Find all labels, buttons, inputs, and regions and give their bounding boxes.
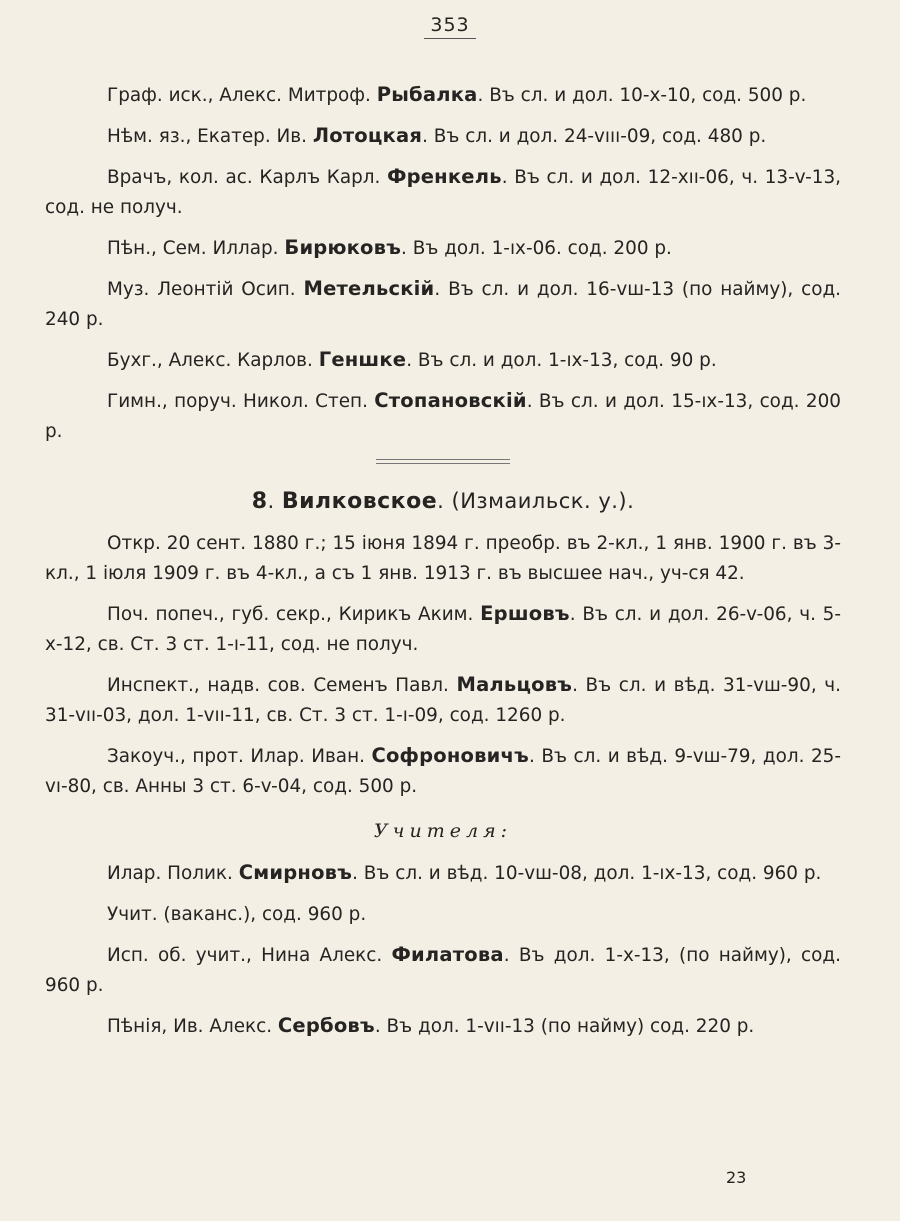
- surname: Бирюковъ: [284, 236, 402, 259]
- entry: Пѣнія, Ив. Алекс. Сербовъ. Въ дол. 1-vıı-13 (по найму) сод. 220 р.: [107, 1014, 755, 1037]
- section-intro: Откр. 20 сент. 1880 г.; 15 іюня 1894 г. преобр. въ 2-кл., 1 янв. 1900 г. въ 3-кл., 1 іюля 1909 г. въ 4-кл., а съ 1 янв. 1913 г. въ высшее нач., уч-ся 42.: [45, 533, 841, 584]
- surname: Сербовъ: [277, 1014, 375, 1037]
- signature-mark: 23: [726, 1168, 747, 1187]
- teachers-heading: Учителя:: [373, 820, 513, 842]
- surname: Лотоцкая: [312, 124, 423, 147]
- surname: Мальцовъ: [456, 673, 573, 696]
- surname: Геншке: [318, 348, 407, 371]
- entries-admin: [45, 599, 841, 802]
- surname: Метельскій: [303, 277, 435, 300]
- surname: Рыбалка: [376, 83, 478, 106]
- entry: Учит. (ваканс.), сод. 960 р.: [107, 904, 367, 925]
- entry: Инспект., надв. сов. Семенъ Павл. Мальцовъ. Въ сл. и вѣд. 31-vш-90, ч. 31-vıı-03, дол. 1-vıı-11, св. Ст. 3 ст. 1-ı-09, сод. 1260 р.: [45, 673, 841, 726]
- entry: Илар. Полик. Смирновъ. Въ сл. и вѣд. 10-vш-08, дол. 1-ıх-13, сод. 960 р.: [107, 861, 822, 884]
- surname: Стопановскій: [374, 389, 527, 412]
- entry: Граф. иск., Алекс. Митроф. Рыбалка. Въ сл. и дол. 10-х-10, сод. 500 р.: [107, 83, 807, 106]
- section-name: Вилковское: [281, 489, 438, 514]
- entries-teachers: [45, 858, 841, 1042]
- entry: Врачъ, кол. ас. Карлъ Карл. Френкель. Въ сл. и дол. 12-хıı-06, ч. 13-v-13, сод. не получ.: [45, 165, 842, 218]
- page-number: 353: [0, 14, 900, 39]
- section-title: 8. Вилковское. (Измаильск. у.).: [251, 489, 635, 514]
- surname: Смирновъ: [238, 861, 353, 884]
- entry: Гимн., поруч. Никол. Степ. Стопановскій. Въ сл. и дол. 15-ıх-13, сод. 200 р.: [45, 389, 841, 442]
- section-divider: [376, 459, 510, 464]
- surname: Ершовъ: [480, 602, 570, 625]
- page-content: [45, 80, 841, 1052]
- surname: Френкель: [387, 165, 502, 188]
- section-number: 8: [251, 489, 268, 514]
- surname: Софроновичъ: [371, 744, 529, 767]
- entry: Закоуч., прот. Илар. Иван. Софроновичъ. Въ сл. и вѣд. 9-vш-79, дол. 25-vı-80, св. Анны 3 ст. 6-v-04, сод. 500 р.: [45, 744, 841, 797]
- entry: Муз. Леонтій Осип. Метельскій. Въ сл. и дол. 16-vш-13 (по найму), сод. 240 р.: [45, 277, 842, 330]
- surname: Филатова: [391, 943, 504, 966]
- entries-top: [45, 80, 841, 447]
- entry: Поч. попеч., губ. секр., Кирикъ Аким. Ершовъ. Въ сл. и дол. 26-v-06, ч. 5-х-12, св. Ст. 3 ст. 1-ı-11, сод. не получ.: [45, 602, 841, 655]
- entry: Пѣн., Сем. Иллар. Бирюковъ. Въ дол. 1-ıх-06. сод. 200 р.: [107, 236, 672, 259]
- entry: Нѣм. яз., Екатер. Ив. Лотоцкая. Въ сл. и дол. 24-vııı-09, сод. 480 р.: [107, 124, 767, 147]
- section-region: . (Измаильск. у.).: [437, 489, 635, 513]
- entry: Бухг., Алекс. Карлов. Геншке. Въ сл. и дол. 1-ıх-13, сод. 90 р.: [107, 348, 717, 371]
- entry: Исп. об. учит., Нина Алекс. Филатова. Въ дол. 1-х-13, (по найму), сод. 960 р.: [45, 943, 841, 996]
